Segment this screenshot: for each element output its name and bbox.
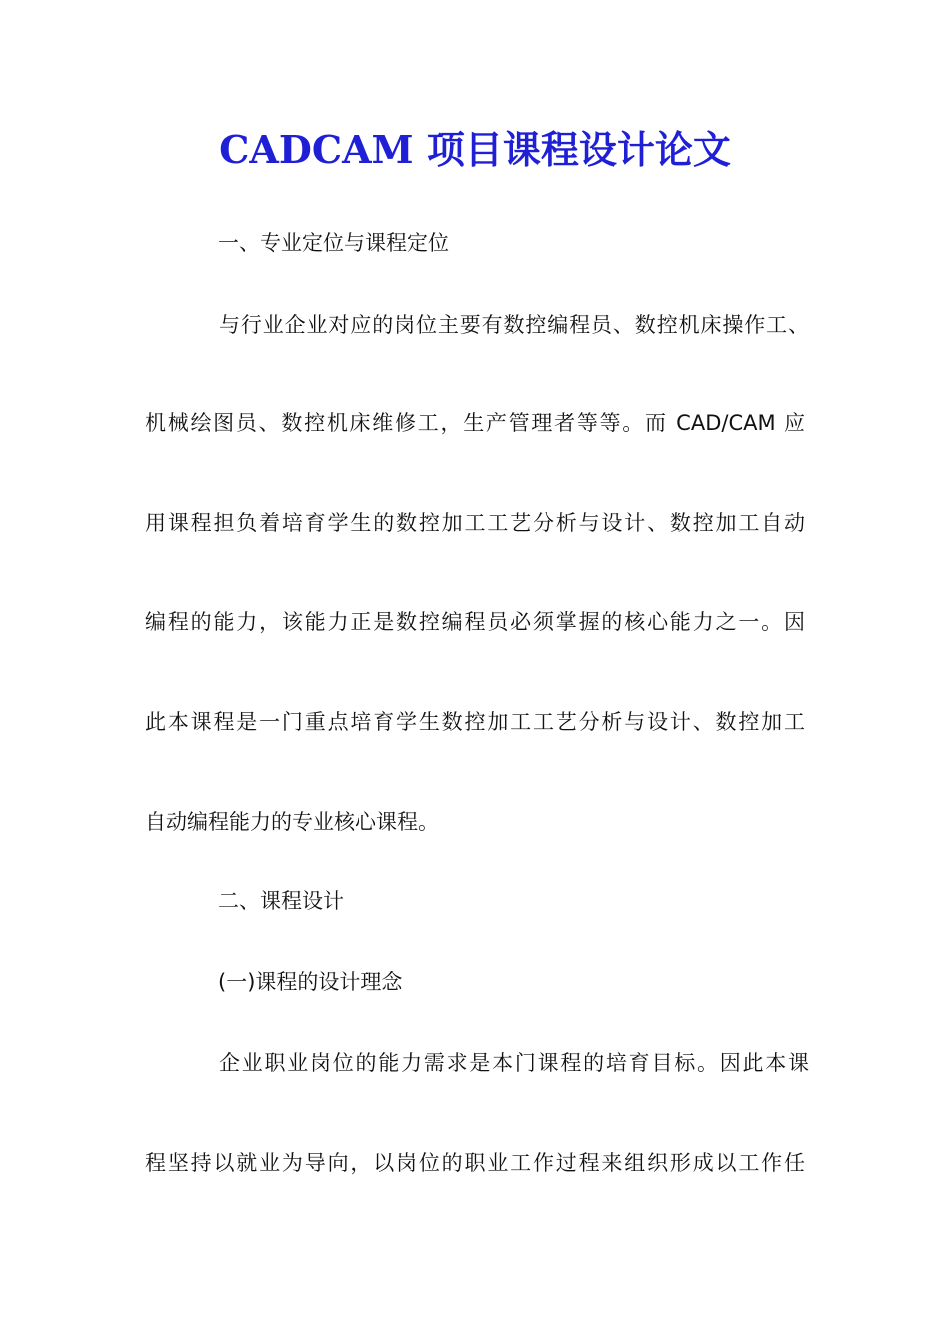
paragraph-1-line-2: 机械绘图员、数控机床维修工，生产管理者等等。而 CAD/CAM 应 bbox=[145, 411, 805, 435]
paragraph-1-line-5: 此本课程是一门重点培育学生数控加工工艺分析与设计、数控加工 bbox=[145, 710, 805, 734]
paragraph-1-line-4: 编程的能力，该能力正是数控编程员必须掌握的核心能力之一。因 bbox=[145, 610, 805, 634]
section-heading-1: 一、专业定位与课程定位 bbox=[218, 231, 449, 255]
paragraph-2-line-1: 企业职业岗位的能力需求是本门课程的培育目标。因此本课 bbox=[219, 1051, 809, 1075]
paragraph-1-line-3: 用课程担负着培育学生的数控加工工艺分析与设计、数控加工自动 bbox=[145, 511, 805, 535]
paragraph-1-line-6: 自动编程能力的专业核心课程。 bbox=[145, 810, 439, 834]
paragraph-1-line-1: 与行业企业对应的岗位主要有数控编程员、数控机床操作工、 bbox=[219, 313, 809, 337]
section-heading-2: 二、课程设计 bbox=[218, 889, 344, 913]
subsection-heading-1: (一)课程的设计理念 bbox=[218, 970, 403, 994]
paragraph-2-line-2: 程坚持以就业为导向，以岗位的职业工作过程来组织形成以工作任 bbox=[145, 1151, 805, 1175]
document-title: CADCAM 项目课程设计论文 bbox=[219, 127, 731, 172]
